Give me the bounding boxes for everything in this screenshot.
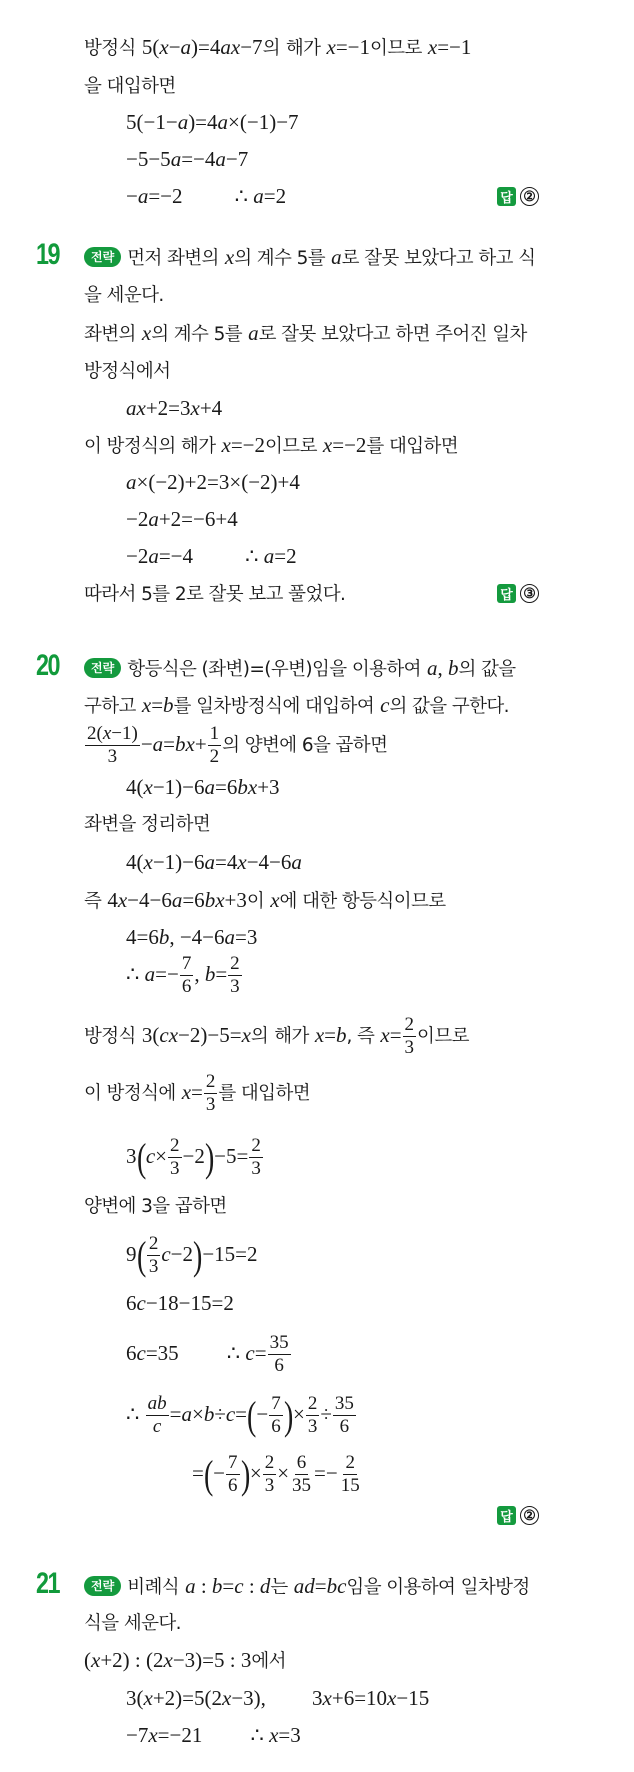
answer-icon: 답 (497, 1506, 516, 1525)
prev-line-2: 을 대입하면 (84, 76, 176, 97)
question-number-20: 20 (36, 649, 59, 682)
q20-line-1: $\frac{2(x-1)}{3}$ −a=bx+ $\frac{1}{2}$ 의 양변에 6을 곱하면 (87, 723, 388, 767)
q20-eq-9: ∴ $\frac{ab}{c}$ =a×b÷c=(− $\frac{7}{6}$ )× $\frac{2}{3}$ ÷ $\frac{35}{6}$ (126, 1392, 354, 1438)
answer-q19 (497, 584, 539, 603)
answer-q20 (497, 1506, 539, 1525)
q20-eq-1: 4(x−1)−6a=6bx+3 (126, 775, 280, 799)
q20-strategy-line-2: 구하고 x=b를 일차방정식에 대입하여 c의 값을 구한다. (84, 693, 509, 717)
q21-eq-2: −7x=−21 ∴ x=3 (126, 1723, 301, 1747)
q19-eq-2: a×(−2)+2=3×(−2)+4 (126, 470, 300, 494)
q20-eq-2: 4(x−1)−6a=4x−4−6a (126, 850, 302, 874)
prev-line-1: 방정식 5(x−a)=4ax−7의 해가 x=−1이므로 x=−1 (84, 35, 472, 59)
answer-choice: ② (520, 187, 539, 206)
q20-eq-7: 6c−18−15=2 (126, 1291, 234, 1315)
q19-line-3: 이 방정식의 해가 x=−2이므로 x=−2를 대입하면 (84, 433, 459, 457)
q21-eq-1: 3(x+2)=5(2x−3), 3x+6=10x−15 (126, 1686, 430, 1710)
answer-icon: 답 (497, 187, 516, 206)
q20-eq-10: =(− $\frac{7}{6}$ )× $\frac{2}{3}$ × $\frac{6}{35}$ =− $\frac{2}{15}$ (192, 1451, 360, 1497)
answer-choice: ② (520, 1506, 539, 1525)
answer-icon: 답 (497, 584, 516, 603)
strategy-badge: 전략 (84, 1576, 121, 1596)
q19-line-2: 방정식에서 (84, 361, 171, 382)
q20-eq-4: ∴ a=− $\frac{7}{6}$ , b= $\frac{2}{3}$ (126, 953, 240, 997)
prev-eq-3: −a=−2 ∴ a=2 (126, 184, 287, 208)
q20-eq-8: 6c=35 ∴ c= $\frac{35}{6}$ (126, 1332, 289, 1376)
q21-line-1: (x+2) : (2x−3)=5 : 3에서 (84, 1648, 286, 1672)
q20-line-6: 양변에 3을 곱하면 (84, 1196, 227, 1217)
q19-strategy-line-1: 전략 먼저 좌변의 x의 계수 5를 a로 잘못 보았다고 하고 식 (84, 243, 535, 273)
question-number-21: 21 (36, 1567, 59, 1600)
strategy-badge: 전략 (84, 247, 121, 267)
answer-choice: ③ (520, 584, 539, 603)
q20-eq-3: 4=6b, −4−6a=3 (126, 925, 258, 949)
q21-strategy-line-2: 식을 세운다. (84, 1613, 181, 1634)
prev-eq-2: −5−5a=−4a−7 (126, 147, 249, 171)
q19-eq-3: −2a+2=−6+4 (126, 507, 238, 531)
strategy-badge: 전략 (84, 658, 121, 678)
q20-eq-6: 9( $\frac{2}{3}$ c−2)−15=2 (126, 1232, 258, 1278)
question-number-19: 19 (36, 238, 59, 271)
q19-strategy-line-2: 을 세운다. (84, 285, 164, 306)
q20-line-3: 즉 4x−4−6a=6bx+3이 x에 대한 항등식이므로 (84, 888, 446, 912)
answer-prev (497, 187, 539, 206)
q19-line-1: 좌변의 x의 계수 5를 a로 잘못 보았다고 하면 주어진 일차 (84, 321, 527, 345)
q20-line-2: 좌변을 정리하면 (84, 814, 211, 835)
q20-eq-5: 3(c× $\frac{2}{3}$ −2)−5= $\frac{2}{3}$ (126, 1134, 261, 1180)
q21-strategy-line-1: 전략 비례식 a : b=c : d는 ad=bc임을 이용하여 일차방정 (84, 1572, 530, 1602)
q19-eq-1: ax+2=3x+4 (126, 396, 223, 420)
q19-eq-4: −2a=−4 ∴ a=2 (126, 544, 297, 568)
q20-line-4: 방정식 3(cx−2)−5=x의 해가 x=b, 즉 x= $\frac{2}{3}$ 이므로 (84, 1014, 469, 1058)
prev-eq-1: 5(−1−a)=4a×(−1)−7 (126, 110, 299, 134)
q19-line-last: 따라서 5를 2로 잘못 보고 풀었다. (84, 584, 346, 605)
q20-line-5: 이 방정식에 x= $\frac{2}{3}$ 를 대입하면 (84, 1071, 310, 1115)
q20-strategy-line-1: 전략 항등식은 (좌변)=(우변)임을 이용하여 a, b의 값을 (84, 654, 516, 684)
